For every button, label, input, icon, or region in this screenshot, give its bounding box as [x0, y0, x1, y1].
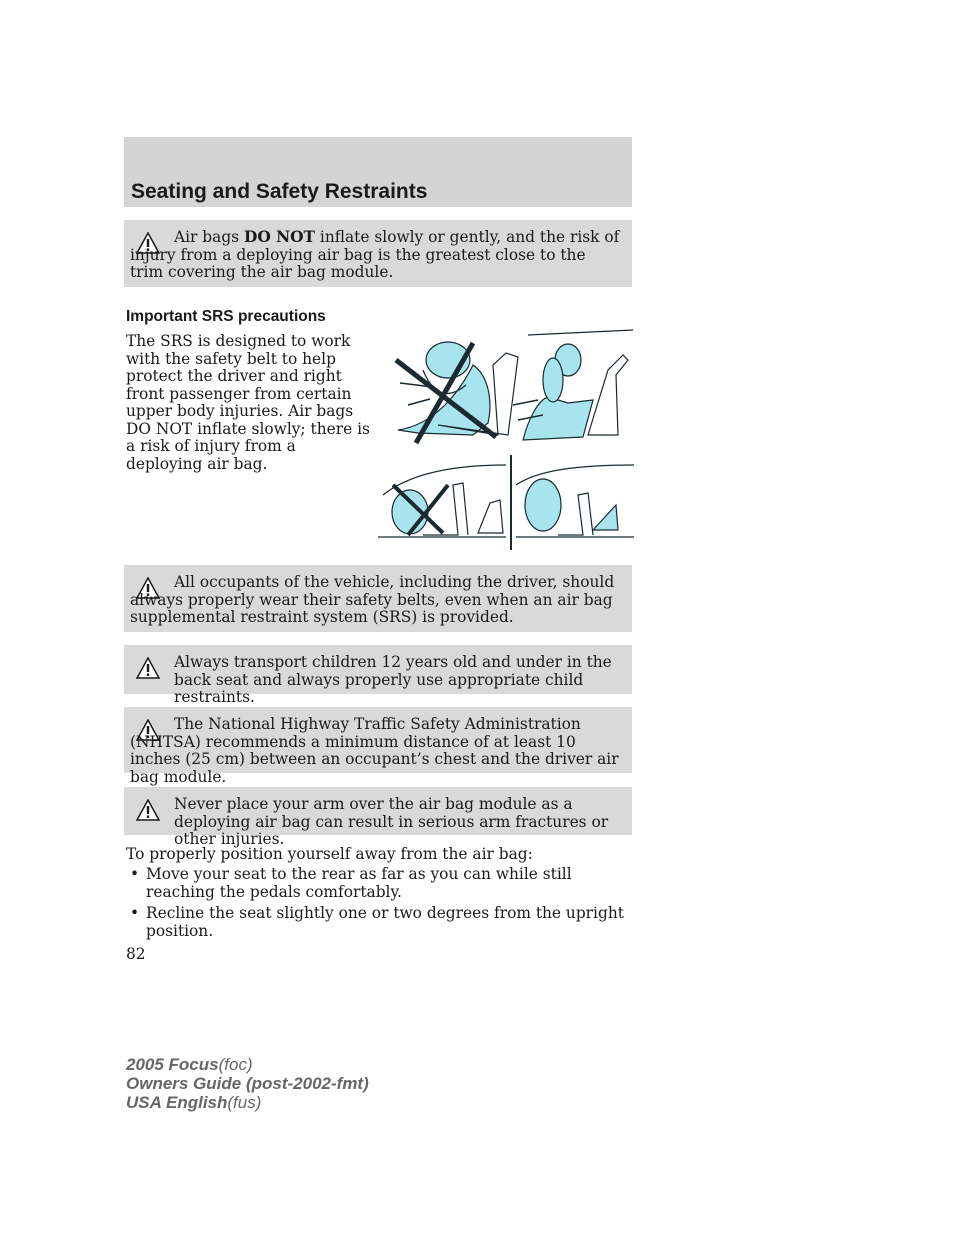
warning-box [124, 645, 632, 706]
warning-box [124, 220, 632, 287]
warning-box [124, 707, 632, 786]
warning-icon [136, 799, 160, 821]
bullet-icon: • [130, 865, 140, 883]
warning-emphasis: DO NOT [243, 228, 316, 246]
section-title: Seating and Safety Restraints [131, 180, 428, 203]
child-front-seat-figure [378, 465, 506, 537]
footer-language-code: (fus) [227, 1093, 262, 1112]
warning-text: All occupants of the vehicle, including the driver, should always properly wear their safety belts, even when an air bag supplemental restraint system (SRS) is provided. [130, 573, 615, 626]
footer-language: USA English [126, 1093, 228, 1112]
airbag-illustration [378, 325, 634, 555]
warning-icon [136, 657, 160, 679]
positioning-intro: To properly position yourself away from the air bag: [126, 845, 533, 863]
driver-proper-distance-figure [513, 330, 633, 440]
page-number: 82 [126, 945, 146, 963]
child-rear-seat-figure [516, 465, 634, 537]
list-item [126, 866, 616, 901]
list-item [126, 905, 636, 940]
footer-guide: Owners Guide (post-2002-fmt) [126, 1074, 369, 1093]
footer-model: 2005 Focus [126, 1055, 219, 1074]
document-footer [126, 1055, 369, 1112]
warning-text: Never place your arm over the air bag module as a deploying air bag can result in serious arm fractures or other injuries. [174, 795, 609, 848]
warning-box [124, 787, 632, 848]
list-item-text: Recline the seat slightly one or two degrees from the upright position. [146, 904, 624, 940]
warning-box [124, 565, 632, 632]
driver-too-close-figure [396, 342, 518, 443]
srs-paragraph: The SRS is designed to work with the safety belt to help protect the driver and right front passenger from certain upper body injuries. Air bags DO NOT inflate slowly; there is a risk of injury from a deploying air bag. [126, 332, 370, 473]
warning-text: The National Highway Traffic Safety Administration (NHTSA) recommends a minimum distance of at least 10 inches (25 cm) between an occupant’s chest and the driver air bag module. [130, 715, 619, 786]
warning-text: Always transport children 12 years old and under in the back seat and always properly use appropriate child restraints. [174, 653, 612, 706]
srs-heading: Important SRS precautions [126, 308, 326, 325]
warning-text [130, 229, 622, 282]
warning-pre: Air bags [174, 228, 244, 246]
footer-model-code: (foc) [218, 1055, 253, 1074]
warning-post: inflate slowly or gently, and the risk of injury from a deploying air bag is the greatest close to the trim covering the air bag module. [130, 228, 620, 281]
bullet-icon: • [130, 904, 140, 922]
list-item-text: Move your seat to the rear as far as you can while still reaching the pedals comfortably. [146, 865, 572, 901]
